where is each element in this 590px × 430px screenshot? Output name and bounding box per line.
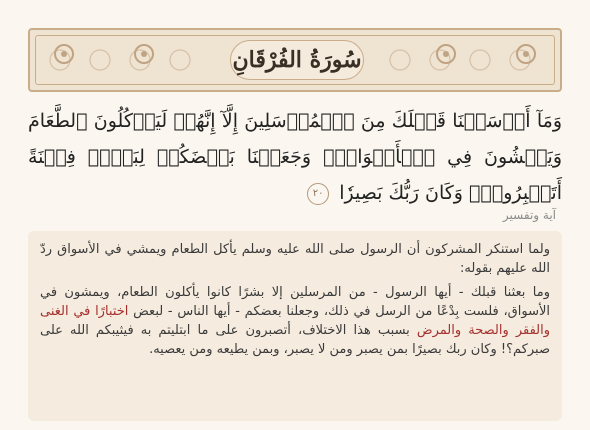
verse-text: وَمَآ أَرۡسَلۡنَا قَبۡلَكَ مِنَ ٱلۡمُرۡسَلِينَ إِلَّآ إِنَّهُمۡ لَيَأۡكُلُونَ ٱلطَّعَامَ وَيَمۡشُونَ فِي ٱلۡأَسۡوَاقِۗ وَجَعَلۡنَا بَعۡضَكُمۡ لِبَعۡضٖ فِتۡنَةً أَتَصۡبِرُونَۗ وَكَانَ رَبُّكَ بَصِيرٗا: [28, 110, 562, 204]
surah-title-cartouche: [230, 40, 364, 80]
surah-banner: [28, 28, 562, 92]
flower-ornament-icon: [516, 44, 536, 64]
tafsir-highlight: اختبارًا في الغنى والفقر والصحة والمرض: [40, 304, 550, 338]
flower-ornament-icon: [54, 44, 74, 64]
surah-title: سُورَةُ الفُرْقَانِ: [232, 47, 362, 73]
tafsir-text: وما بعثنا قبلك - أيها الرسول - من المرسلين إلا بشرًا كانوا يأكلون الطعام، ويمشون في الأسواق، فلست بِدْعًا من الرسل في ذلك، وجعلنا بعضكم - أيها الناس - لبعض: [40, 285, 550, 319]
verse-block[interactable]: [28, 103, 562, 211]
ayah-number-badge: ٢٠: [307, 183, 329, 205]
tafsir-body: [40, 283, 550, 359]
flower-ornament-icon: [134, 44, 154, 64]
tafsir-card: [28, 231, 562, 421]
section-label: آية وتفسير: [502, 208, 556, 222]
tafsir-text: بسبب هذا الاختلاف، أتصبرون على ما ابتليتم به فيثيبكم الله على صبركم؟! وكان ربك بصيرًا بمن يصبر ومن لا يصبر، وبمن يطيعه ومن يعصيه.: [40, 323, 550, 357]
tafsir-intro: ولما استنكر المشركون أن الرسول صلى الله عليه وسلم يأكل الطعام ويمشي في الأسواق ردّ الله عليهم بقوله:: [40, 242, 550, 276]
flower-ornament-icon: [436, 44, 456, 64]
